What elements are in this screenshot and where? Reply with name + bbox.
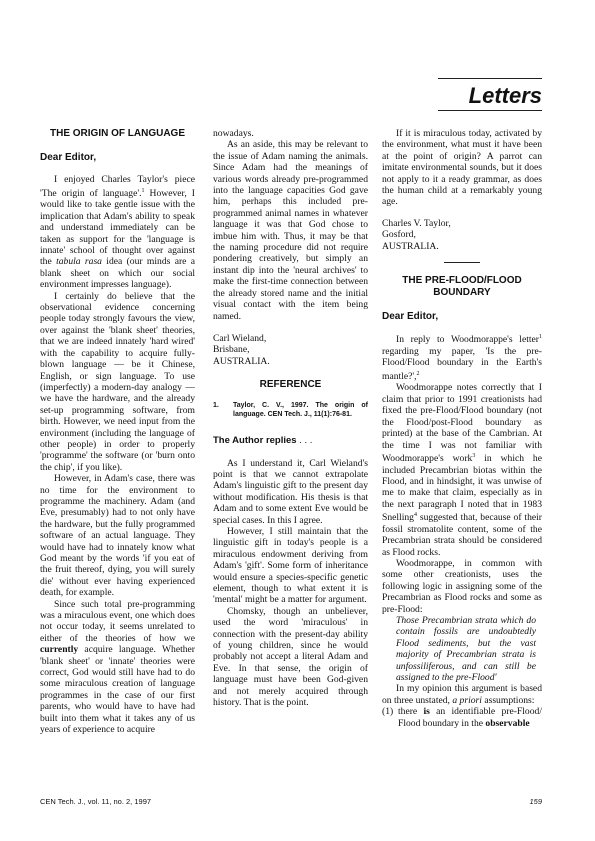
letter1-paragraph-4: Since such total pre-programming was a miraculous event, one which does not occur today, it seems unrelated to either of the theories of how we currently acquire language. Whether 'blank sheet' or 'innate' theories were correct, God would still have had to do some miraculous creation of language programmes in the case of our first parents, who would have to have had built into them what it takes any of us years of experience to acquire <box>40 598 195 736</box>
column-2 <box>213 128 368 708</box>
author-replies-heading: The Author replies . . . <box>213 435 313 447</box>
letter1-paragraph-2: I certainly do believe that the observational evidence concerning people today strongly favours the view, over against the 'blank sheet' theories, that we are indeed innately 'hard wired' with the capability to acquire fully-blown language — be it Chinese, English, or sign language. To use (imperfectly) a modern-day analogy — we have the hardware, and the already set-up programming software, from birth. However, we need input from the environment (including the language of other people) in order to properly 'programme' the software (or 'burn onto the chip', if you like). <box>40 290 195 473</box>
letter1-paragraph-6: As an aside, this may be relevant to the issue of Adam naming the animals. Since Adam had the meanings of various words already pre-programmed into the language capacities God gave him, perhaps this included pre-programmed animal names in whatever language it was that God chose to imbue him with. Thus, it may be that the naming procedure did not require pondering creatively, but simply an instant dip into the 'neural archives' to make the first-time connection between the already stored name and the initial visual contact with the item being named. <box>213 139 368 322</box>
footnote-ref: 4 <box>413 512 417 519</box>
letter2-paragraph-1: In reply to Woodmorappe's letter$^1$ regarding my paper, 'Is the pre-Flood/Flood boundary in the Earth's mantle?',$^2$ <box>382 334 542 383</box>
letter2-salutation: Dear Editor, <box>382 311 439 323</box>
footnote-ref: 2 <box>416 370 420 377</box>
footer-journal: CEN Tech. J., vol. 11, no. 2, 1997 <box>40 797 152 806</box>
letter2-paragraph-3: Woodmorappe, in common with some other creationists, uses the following logic in assigning some of the Precambrian as Flood rocks and some as pre-Flood: <box>382 557 542 615</box>
letter1-heading: THE ORIGIN OF LANGUAGE <box>50 128 185 139</box>
letter2-paragraph-2: Woodmorappe notes correctly that I claim that prior to 1991 creationists had fixed the pre-Flood/Flood boundary (not the Flood/post-Flood boundary as printed) at the base of the Cambrian. At the time I was not familiar with Woodmorappe's work$^3$ in which he included Precambrian biotas within the Flood, and in hindsight, it was unwise of me to make that claim, especially as in the next paragraph I noted that in 1983 Snelling$^4$ suggested that, because of their fossil stromatolite content, some of the Precambrian strata should be considered as Flood rocks. <box>382 382 542 558</box>
footnote-ref: 1 <box>141 187 145 194</box>
reference-heading: REFERENCE <box>259 379 322 391</box>
header-rule-top <box>438 78 542 79</box>
letter2-heading: THE PRE-FLOOD/FLOOD BOUNDARY <box>402 275 522 299</box>
letter1-paragraph-5: nowadays. <box>213 128 254 139</box>
letter1-paragraph-3: However, in Adam's case, there was no time for the environment to programme the machinery. Adam (and Eve, presumably) had to not only have the hardware, but the fully programmed software of an actual language. They would have had to innately know what God meant by the words 'if you eat of the fruit thereof, dying, you will surely die' without ever having experienced death, for example. <box>40 473 195 599</box>
letter1-signoff: Carl Wieland, Brisbane, AUSTRALIA. <box>213 332 270 367</box>
reference-entry: 1. Taylor, C. V., 1997. The origin of language. CEN Tech. J., 11(1):76-81. <box>213 402 368 419</box>
reply-signoff: Charles V. Taylor, Gosford, AUSTRALIA. <box>382 217 451 252</box>
header-rule-bottom <box>438 110 542 111</box>
footnote-ref: 1 <box>539 334 542 341</box>
letter1-salutation: Dear Editor, <box>40 152 97 163</box>
column-3 <box>382 128 542 729</box>
letter2-paragraph-4: In my opinion this argument is based on three unstated, a priori assumptions: <box>382 683 542 706</box>
reply-paragraph-1: As I understand it, Carl Wieland's point is that we cannot extrapolate Adam's linguistic gift to the present day without modification. His thesis is that Adam and to some extent Eve would be special cases. In this I agree. <box>213 457 368 526</box>
assumption-item-1: (1) there is an identifiable pre-Flood/ Flood boundary in the observable <box>382 706 542 729</box>
reply-paragraph-4: If it is miraculous today, activated by the environment, what must it have been at the point of origin? A parrot can imitate environmental sounds, but it does not apply to it a ready grammar, as does the human child at a remarkably young age. <box>382 128 542 208</box>
block-quote: Those Precambrian strata which do contain fossils are undoubtedly Flood sediments, but the vast majority of Precambrian strata is unfossiliferous, and can still be assigned to the pre-Flood' <box>396 614 536 683</box>
section-title: Letters <box>468 83 542 108</box>
reply-paragraph-2: However, I still maintain that the linguistic gift in today's people is a miraculous endowment deriving from Adam's 'gift'. Some form of inheritance would ensure a species-specific genetic element, though to what extent it is 'mental' might be a matter for argument. <box>213 525 368 606</box>
footnote-ref: 3 <box>472 452 476 459</box>
footer-page-number: 159 <box>529 797 542 806</box>
section-header <box>438 78 542 111</box>
column-1 <box>40 128 195 736</box>
letter1-paragraph-1: I enjoyed Charles Taylor's piece 'The origin of language'.$^1$ However, I would like to take gentle issue with the implication that Adam's ability to speak and understand immediately can be taken as support for the 'language is innate' school of thought over against the tabula rasa idea (our minds are a blank sheet on which our social environment impresses language). <box>40 174 195 291</box>
reply-paragraph-3: Chomsky, though an unbeliever, used the word 'miraculous' in connection with the present-day ability of young children, since he would probably not accept a literal Adam and Eve. In that sense, the origin of language must have been God-given and not merely acquired through history. That is the point. <box>213 605 368 709</box>
